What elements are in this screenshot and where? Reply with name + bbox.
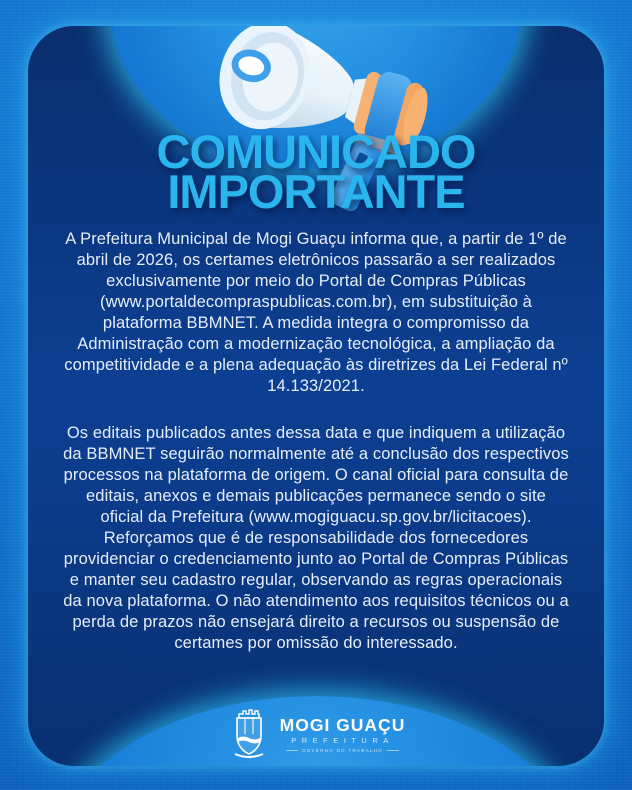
coat-of-arms-icon — [227, 708, 271, 760]
announcement-content — [28, 26, 604, 654]
logo-slogan: GOVERNO DO TRABALHO — [301, 747, 384, 753]
prefeitura-logo — [28, 708, 604, 760]
title-line-1: COMUNICADO — [156, 125, 476, 178]
slogan-rule-right — [387, 750, 399, 751]
announcement-paragraph-1: A Prefeitura Municipal de Mogi Guaçu informa que, a partir de 1º de abril de 2026, os certames eletrônicos passarão a ser realizados exclusivamente por meio do Portal de Compras Públicas (www.portaldecompraspublicas.com.br), em substituição à plataforma BBMNET. A medida integra o compromisso da Administração com a modernização tecnológica, a ampliação da competitividade e a plena adequação às diretrizes da Lei Federal nº 14.133/2021. — [64, 230, 568, 395]
logo-city-name: MOGI GUAÇU — [279, 714, 406, 735]
page-title — [28, 125, 604, 218]
logo-org-label: PREFEITURA — [291, 735, 394, 745]
logo-text-block — [280, 716, 406, 753]
title-line-2: IMPORTANTE — [167, 165, 465, 218]
announcement-paragraph-2: Os editais publicados antes dessa data e que indiquem a utilização da BBMNET seguirão normalmente até a conclusão dos respectivos processos na plataforma de origem. O canal oficial para consulta de editais, anexos e demais publicações permanece sendo o site oficial da Prefeitura (www.mogiguacu.sp.gov.br/licitacoes). Reforçamos que é de responsabilidade dos fornecedores providenciar o credenciamento junto ao Portal de Compras Públicas e manter seu cadastro regular, observando as regras operacionais da nova plataforma. O não atendimento aos requisitos técnicos ou a perda de prazos não ensejará direito a recursos ou suspensão de certames por omissão do interessado. — [63, 424, 569, 652]
slogan-rule-left — [286, 750, 298, 751]
announcement-panel — [28, 26, 604, 766]
logo-slogan-row — [286, 748, 399, 753]
